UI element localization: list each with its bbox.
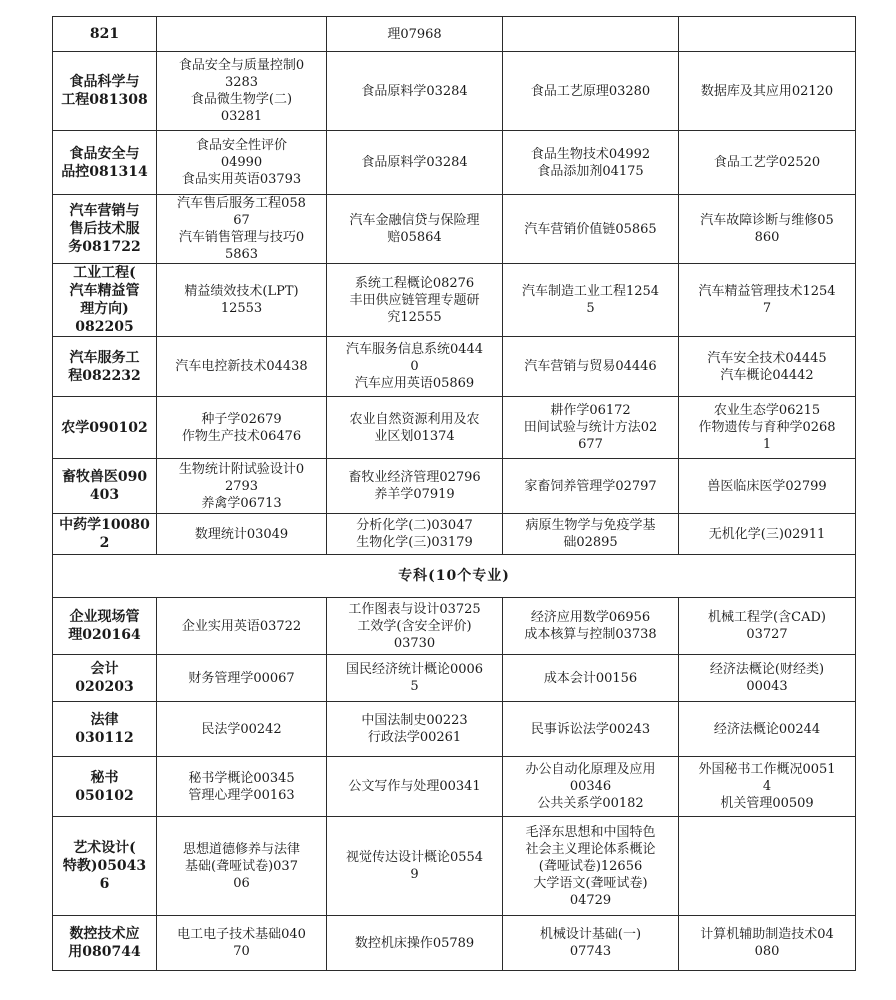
course-cell: 中国法制史00223 行政法学00261 [327, 702, 503, 757]
course-cell: 思想道德修养与法律 基础(聋哑试卷)037 06 [157, 817, 327, 916]
course-cell: 食品生物技术04992 食品添加剂04175 [503, 131, 679, 195]
course-cell: 财务管理学00067 [157, 655, 327, 702]
section-row [53, 555, 856, 598]
course-cell: 农业生态学06215 作物遗传与育种学0268 1 [679, 397, 856, 459]
table-row [53, 459, 856, 514]
table-row [53, 702, 856, 757]
course-cell: 汽车制造工业工程1254 5 [503, 264, 679, 337]
course-table [52, 16, 856, 971]
table-row [53, 131, 856, 195]
course-cell: 食品原料学03284 [327, 131, 503, 195]
table-row [53, 655, 856, 702]
course-cell: 农业自然资源利用及农 业区划01374 [327, 397, 503, 459]
course-cell: 病原生物学与免疫学基 础02895 [503, 514, 679, 555]
course-cell: 办公自动化原理及应用 00346 公共关系学00182 [503, 757, 679, 817]
course-cell: 数控机床操作05789 [327, 916, 503, 971]
course-cell: 汽车安全技术04445 汽车概论04442 [679, 337, 856, 397]
course-cell: 成本会计00156 [503, 655, 679, 702]
course-cell: 数据库及其应用02120 [679, 52, 856, 131]
course-cell: 外国秘书工作概况0051 4 机关管理00509 [679, 757, 856, 817]
course-cell: 视觉传达设计概论0554 9 [327, 817, 503, 916]
course-cell: 机械工程学(含CAD) 03727 [679, 598, 856, 655]
course-cell: 国民经济统计概论0006 5 [327, 655, 503, 702]
major-cell: 企业现场管 理020164 [53, 598, 157, 655]
course-cell: 分析化学(二)03047 生物化学(三)03179 [327, 514, 503, 555]
course-cell [679, 17, 856, 52]
section-title: 专科(10个专业) [53, 555, 856, 598]
major-cell: 中药学10080 2 [53, 514, 157, 555]
table-row [53, 598, 856, 655]
major-cell: 会计 020203 [53, 655, 157, 702]
major-cell: 821 [53, 17, 157, 52]
course-cell: 系统工程概论08276 丰田供应链管理专题研 究12555 [327, 264, 503, 337]
course-cell: 耕作学06172 田间试验与统计方法02 677 [503, 397, 679, 459]
course-cell: 秘书学概论00345 管理心理学00163 [157, 757, 327, 817]
course-cell: 汽车服务信息系统0444 0 汽车应用英语05869 [327, 337, 503, 397]
major-cell: 秘书 050102 [53, 757, 157, 817]
course-cell: 公文写作与处理00341 [327, 757, 503, 817]
course-cell: 电工电子技术基础040 70 [157, 916, 327, 971]
table-row [53, 17, 856, 52]
table-row [53, 264, 856, 337]
course-cell: 工作图表与设计03725 工效学(含安全评价) 03730 [327, 598, 503, 655]
major-cell: 法律 030112 [53, 702, 157, 757]
course-cell: 经济应用数学06956 成本核算与控制03738 [503, 598, 679, 655]
table-row [53, 757, 856, 817]
major-cell: 艺术设计( 特教)05043 6 [53, 817, 157, 916]
course-cell: 机械设计基础(一) 07743 [503, 916, 679, 971]
major-cell: 食品安全与 品控081314 [53, 131, 157, 195]
course-cell: 畜牧业经济管理02796 养羊学07919 [327, 459, 503, 514]
course-cell: 汽车售后服务工程058 67 汽车销售管理与技巧0 5863 [157, 195, 327, 264]
course-cell: 理07968 [327, 17, 503, 52]
table-row [53, 337, 856, 397]
course-cell: 计算机辅助制造技术04 080 [679, 916, 856, 971]
table-row [53, 817, 856, 916]
course-cell: 汽车电控新技术04438 [157, 337, 327, 397]
course-cell: 精益绩效技术(LPT) 12553 [157, 264, 327, 337]
major-cell: 汽车服务工 程082232 [53, 337, 157, 397]
course-cell: 食品工艺原理03280 [503, 52, 679, 131]
table-row [53, 195, 856, 264]
course-cell: 种子学02679 作物生产技术06476 [157, 397, 327, 459]
table-row [53, 916, 856, 971]
course-cell: 兽医临床医学02799 [679, 459, 856, 514]
course-cell: 经济法概论(财经类) 00043 [679, 655, 856, 702]
course-cell: 食品安全与质量控制0 3283 食品微生物学(二) 03281 [157, 52, 327, 131]
course-cell: 家畜饲养管理学02797 [503, 459, 679, 514]
course-cell: 民事诉讼法学00243 [503, 702, 679, 757]
course-cell: 汽车营销价值链05865 [503, 195, 679, 264]
table-row [53, 397, 856, 459]
course-cell: 生物统计附试验设计0 2793 养禽学06713 [157, 459, 327, 514]
major-cell: 畜牧兽医090 403 [53, 459, 157, 514]
course-cell: 汽车营销与贸易04446 [503, 337, 679, 397]
course-cell [679, 817, 856, 916]
course-cell: 数理统计03049 [157, 514, 327, 555]
major-cell: 农学090102 [53, 397, 157, 459]
table-row [53, 514, 856, 555]
course-cell: 毛泽东思想和中国特色 社会主义理论体系概论 (聋哑试卷)12656 大学语文(聋哑试卷) 04729 [503, 817, 679, 916]
table-row [53, 52, 856, 131]
course-cell: 经济法概论00244 [679, 702, 856, 757]
course-cell: 企业实用英语03722 [157, 598, 327, 655]
major-cell: 工业工程( 汽车精益管 理方向) 082205 [53, 264, 157, 337]
major-cell: 数控技术应 用080744 [53, 916, 157, 971]
course-cell [503, 17, 679, 52]
course-cell: 民法学00242 [157, 702, 327, 757]
major-cell: 食品科学与 工程081308 [53, 52, 157, 131]
course-cell: 汽车金融信贷与保险理 赔05864 [327, 195, 503, 264]
course-cell: 食品工艺学02520 [679, 131, 856, 195]
course-cell: 汽车精益管理技术1254 7 [679, 264, 856, 337]
course-cell: 食品安全性评价 04990 食品实用英语03793 [157, 131, 327, 195]
course-cell: 汽车故障诊断与维修05 860 [679, 195, 856, 264]
course-cell: 食品原料学03284 [327, 52, 503, 131]
course-cell: 无机化学(三)02911 [679, 514, 856, 555]
course-cell [157, 17, 327, 52]
major-cell: 汽车营销与 售后技术服 务081722 [53, 195, 157, 264]
